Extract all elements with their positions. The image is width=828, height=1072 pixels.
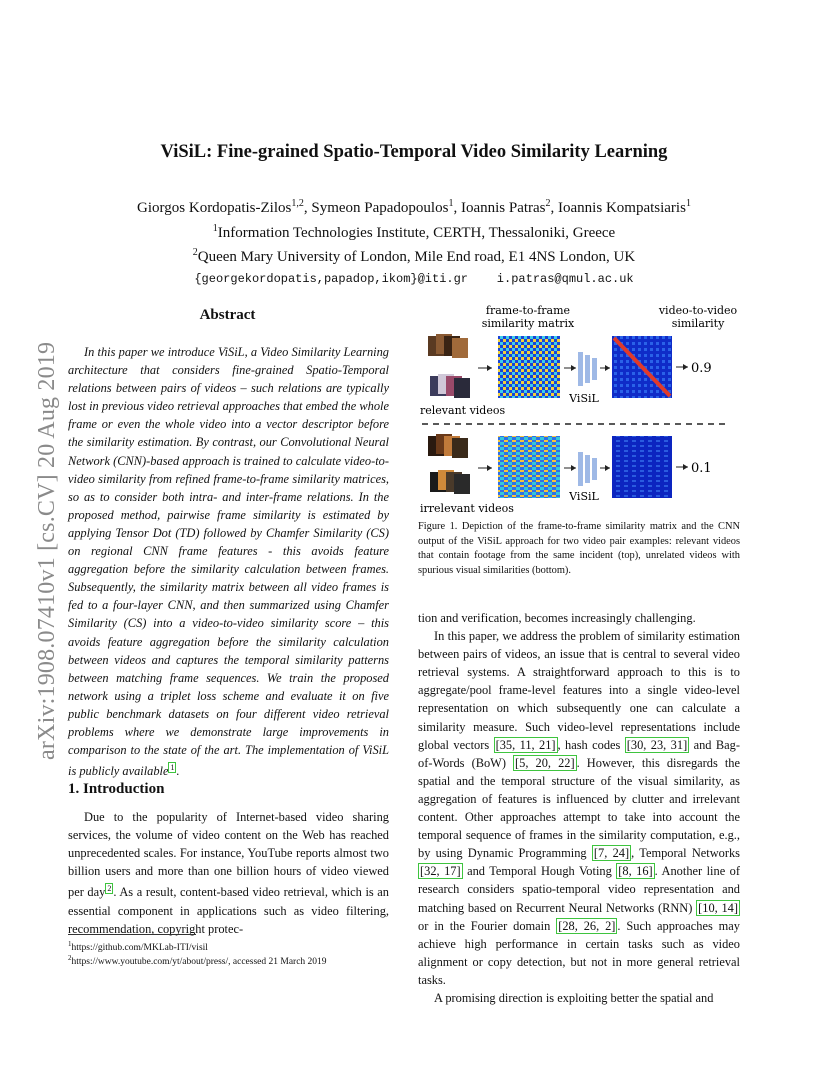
- fig-label-f2f-2: similarity matrix: [481, 317, 575, 330]
- footnote-2-link[interactable]: https://www.youtube.com/yt/about/press/, accessed 21 March 2019: [71, 957, 327, 968]
- affiliation-1: $^1$Information Technologies Institute, CERTH, Thessaloniki, Greece: [212, 222, 616, 241]
- score-relevant: 0.9: [691, 361, 712, 376]
- score-irrelevant: 0.1: [691, 461, 712, 476]
- footnote-divider: [68, 934, 196, 935]
- fig-label-f2f: frame-to-frame: [485, 304, 571, 317]
- fig-model-label-top: ViSiL: [569, 392, 599, 405]
- visil-cnn-bottom: [578, 452, 597, 486]
- citation-link[interactable]: [7, 24]: [593, 846, 630, 861]
- f2f-matrix-irrelevant: [498, 436, 560, 498]
- footnote-link-2[interactable]: 2: [107, 884, 112, 894]
- footnote-link-1[interactable]: 1: [170, 763, 175, 773]
- author-2: Symeon Papadopoulos$^1$,: [311, 198, 461, 216]
- figure-caption: Figure 1. Depiction of the frame-to-frame similarity matrix and the CNN output of the ViSiL approach for two video pair examples: relevant videos that contain footage from the same incident (top), unrelated videos with spurious visual similarities (bottom).: [418, 521, 740, 576]
- citation-link[interactable]: [10, 14]: [698, 900, 739, 915]
- fig-label-relevant: relevant videos: [420, 404, 506, 417]
- footnote-1-link[interactable]: https://github.com/MKLab-ITI/visil: [71, 943, 208, 954]
- footnote-1: $^1$https://github.com/MKLab-ITI/visil: [68, 940, 208, 954]
- citation-link[interactable]: [30, 23, 31]: [626, 737, 688, 752]
- author-3: Ioannis Patras$^2$,: [460, 198, 559, 216]
- fig-label-v2v: video-to-video: [658, 304, 738, 317]
- author-block: [0, 194, 828, 289]
- abstract-heading: Abstract: [199, 307, 256, 323]
- right-paragraph-3: A promising direction is exploiting better the spatial and: [434, 990, 714, 1005]
- citation-link[interactable]: [5, 20, 22]: [515, 755, 575, 770]
- affiliation-2: $^2$Queen Mary University of London, Mile End road, E1 4NS London, UK: [192, 247, 636, 265]
- right-column-text: [418, 609, 740, 1007]
- author-emails: {georgekordopatis,papadop,ikom}@iti.gr i.patras@qmul.ac.uk: [194, 271, 634, 286]
- v2v-matrix-irrelevant: [612, 436, 672, 498]
- right-paragraph-1: tion and verification, becomes increasingly challenging.: [418, 611, 696, 625]
- citation-link[interactable]: [8, 16]: [618, 864, 653, 879]
- author-4: Ioannis Kompatsiaris$^1$: [558, 198, 691, 216]
- citation-link[interactable]: [35, 11, 21]: [495, 737, 556, 752]
- fig-label-v2v-2: similarity: [671, 317, 725, 330]
- section-heading-introduction: 1. Introduction: [68, 781, 165, 797]
- fig-model-label-bottom: ViSiL: [569, 490, 599, 503]
- footnote-2: $^2$https://www.youtube.com/yt/about/press/, accessed 21 March 2019: [68, 954, 327, 968]
- citation-link[interactable]: [32, 17]: [420, 864, 461, 879]
- relevant-video-frames: [428, 334, 470, 398]
- figure-1: [416, 300, 740, 516]
- abstract-body: In this paper we introduce ViSiL, a Video Similarity Learning architecture that considers fine-grained Spatio-Temporal relations between pairs of videos – such relations are typically lost in previous video retrieval approaches that embed the whole frame or even the whole video into a vector descriptor before the similarity estimation. By contrast, our Convolutional Neural Network (CNN)-based approach is trained to calculate video-to-video similarity from refined frame-to-frame similarity matrices, so as to consider both intra- and inter-frame relations. In the proposed method, pairwise frame similarity is estimated by applying Tensor Dot (TD) followed by Chamfer Similarity (CS) on regional CNN frame features - this avoids feature aggregation before the similarity calculation between frames. Subsequently, the similarity matrix between all video frames is fed to a four-layer CNN, and then summarized using Chamfer Similarity (CS) into a video-to-video similarity score – this avoids feature aggregation before the similarity calculation between videos and captures the temporal similarity patterns between matching frame sequences. We train the proposed network using a triplet loss scheme and evaluate it on five public benchmark datasets on four different video retrieval problems where we demonstrate large improvements in comparison to the state of the art. The implementation of ViSiL is publicly available $^1$ .: [68, 345, 389, 779]
- visil-cnn-top: [578, 352, 597, 386]
- paper-title: ViSiL: Fine-grained Spatio-Temporal Video Similarity Learning: [160, 142, 668, 162]
- right-paragraph-2: In this paper, we address the problem of similarity estimation between pairs of videos, an issue that is central to several video retrieval systems. A straightforward approach to this is to aggregate/pool frame-level features into a single video-level representation on which subsequently one can calculate a similarity measure. Such video-level representations include global vectors [35, 11, 21] , hash codes [30, 23, 31] and Bag-of-Words (BoW) [5, 20, 22] . However, this disregards the spatial and the temporal structure of the visual similarity, as aggregation of features is influenced by clutter and irrelevant content. Other approaches attempt to take into account the temporal sequence of frames in the similarity computation, e.g., by using Dynamic Programming [7, 24] , Temporal Networks [32, 17] and Temporal Hough Voting [8, 16] . Another line of research considers spatio-temporal video representation and matching based on Recurrent Neural Networks (RNN) [10, 14] or in the Fourier domain [28, 26, 2] . Such approaches may achieve high performance in certain tasks such as video alignment or copy detection, but not in more general retrieval tasks.: [418, 629, 740, 987]
- fig-label-irrelevant: irrelevant videos: [420, 502, 514, 515]
- intro-paragraph: Due to the popularity of Internet-based video sharing services, the volume of video content on the Web has reached unprecedented scales. For instance, YouTube reports almost two billion users and more than one billion hours of video viewed per day $^2$ . As a result, content-based video retrieval, which is an essential component in applications such as video filtering, recommendation, copyright protec-: [68, 810, 390, 936]
- author-1: Giorgos Kordopatis-Zilos$^{1,2}$,: [137, 198, 312, 216]
- author-list: [0, 194, 828, 219]
- irrelevant-video-frames: [428, 434, 470, 494]
- arxiv-sidebar: arXiv:1908.07410v1 [cs.CV] 20 Aug 2019: [34, 341, 60, 760]
- citation-link[interactable]: [28, 26, 2]: [558, 918, 616, 933]
- f2f-matrix-relevant: [498, 336, 560, 398]
